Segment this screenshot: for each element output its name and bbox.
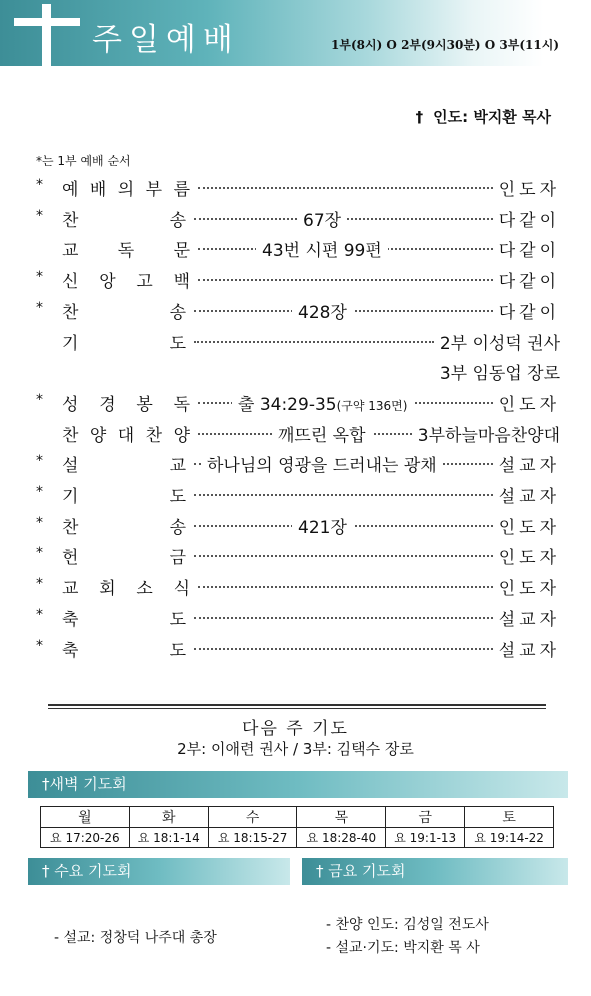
cross-icon-bar xyxy=(14,18,80,26)
order-item-char: 도 xyxy=(169,640,186,661)
order-item-char: 금 xyxy=(169,548,186,569)
order-item-char: 송 xyxy=(169,210,186,231)
order-item-char: 봉 xyxy=(136,394,153,415)
order-item-name xyxy=(62,298,186,323)
order-item-name xyxy=(62,267,190,292)
order-row xyxy=(36,206,560,230)
order-row xyxy=(36,298,560,322)
dot-leader xyxy=(194,494,493,496)
reading-cell: 요 17:20-26 xyxy=(41,828,130,848)
order-item-name xyxy=(62,482,186,507)
dawn-prayer-title: †새벽 기도회 xyxy=(42,775,127,793)
order-item-detail-text: 깨뜨린 옥합 xyxy=(278,425,366,446)
order-item-char: 회 xyxy=(99,579,116,600)
order-item-char: 경 xyxy=(99,394,116,415)
order-row xyxy=(36,421,560,445)
day-cell: 화 xyxy=(129,807,208,828)
order-row xyxy=(36,636,560,660)
order-item-detail-text: 출 34:29-35 xyxy=(238,394,337,415)
order-row xyxy=(36,482,560,506)
order-item-char: 배 xyxy=(89,180,107,200)
order-item-char: 앙 xyxy=(99,272,116,293)
order-item-detail xyxy=(297,206,347,231)
order-item-detail-text: 428장 xyxy=(298,302,347,323)
required-marker: * xyxy=(36,484,43,500)
worship-leader-text: 인도: 박지환 목사 xyxy=(433,108,551,126)
cross-icon xyxy=(42,4,51,70)
order-item-char: 찬 xyxy=(62,210,79,231)
required-marker: * xyxy=(36,391,43,408)
worship-leader xyxy=(416,106,551,127)
order-item-char: 찬 xyxy=(62,517,79,538)
order-item-leader: 다같이 xyxy=(495,298,560,323)
order-item-detail-text: 43번 시편 99편 xyxy=(262,241,382,262)
order-item-char: 소 xyxy=(136,579,153,600)
order-item-char: 성 xyxy=(62,394,79,415)
day-cell: 토 xyxy=(465,807,554,828)
wednesday-prayer-title: † 수요 기도회 xyxy=(42,862,132,880)
table-row xyxy=(41,828,554,848)
required-marker: * xyxy=(36,606,43,623)
order-item-name xyxy=(62,543,186,568)
required-marker: * xyxy=(36,177,43,193)
day-cell: 목 xyxy=(297,807,386,828)
day-cell: 월 xyxy=(41,807,130,828)
order-row xyxy=(36,390,560,414)
required-marker: * xyxy=(36,299,43,316)
reading-cell: 요 19:1-13 xyxy=(386,828,465,848)
service-times: 1부(8시) O 2부(9시30분) O 3부(11시) xyxy=(331,38,559,52)
order-item-char: 양 xyxy=(89,425,107,446)
order-item-name xyxy=(62,421,190,446)
order-item-leader: 3부하늘마음찬양대 xyxy=(414,421,560,446)
friday-prayer-title: † 금요 기도회 xyxy=(316,862,406,880)
required-marker: * xyxy=(36,576,43,593)
order-item-leader: 설교자 xyxy=(495,451,560,476)
order-item-char: 교 xyxy=(62,579,79,600)
order-row xyxy=(36,605,560,629)
friday-prayer-header xyxy=(302,858,568,885)
order-item-name xyxy=(62,236,190,261)
list-item: - 찬양 인도: 김성일 전도사 xyxy=(326,917,489,933)
order-item-leader: 다같이 xyxy=(495,236,560,261)
order-row xyxy=(36,236,560,260)
order-item-char: 기 xyxy=(62,333,79,354)
order-item-name xyxy=(62,206,186,231)
order-item-char: 송 xyxy=(169,517,186,538)
dot-leader xyxy=(194,555,493,557)
order-item-leader: 인도자 xyxy=(495,574,560,599)
order-item-name xyxy=(62,329,186,354)
order-row xyxy=(36,359,560,383)
order-item-char: 축 xyxy=(62,609,79,630)
order-item-char: 설 xyxy=(62,456,79,477)
order-item-leader: 설교자 xyxy=(495,482,560,507)
order-item-name xyxy=(62,513,186,538)
order-item-char: 의 xyxy=(117,180,135,200)
dot-leader xyxy=(198,586,493,588)
order-item-detail xyxy=(272,421,372,446)
order-item-leader: 다같이 xyxy=(495,267,560,292)
reading-cell: 요 19:14-22 xyxy=(465,828,554,848)
order-item-char: 대 xyxy=(117,425,135,446)
dot-leader xyxy=(198,187,493,189)
order-item-char: 름 xyxy=(173,180,190,200)
list-item: - 설교·기도: 박지환 목 사 xyxy=(326,940,480,956)
order-item-char: 교 xyxy=(169,456,186,477)
dot-leader xyxy=(194,648,493,650)
order-item-char: 독 xyxy=(117,241,135,262)
order-item-char: 백 xyxy=(173,272,190,293)
order-item-char: 문 xyxy=(173,241,190,262)
reading-cell: 요 18:1-14 xyxy=(129,828,208,848)
order-item-char: 신 xyxy=(62,272,79,293)
order-item-leader: 인도자 xyxy=(495,543,560,568)
dawn-prayer-header xyxy=(28,771,568,798)
order-row xyxy=(36,267,560,291)
order-item-char: 부 xyxy=(145,180,163,200)
order-item-leader: 인도자 xyxy=(495,513,560,538)
table-row xyxy=(41,807,554,828)
order-item-char: 식 xyxy=(173,579,190,600)
dawn-prayer-table xyxy=(40,806,554,848)
required-marker: * xyxy=(36,545,43,562)
order-item-detail-note: (구약 136면) xyxy=(336,398,408,413)
order-item-char: 송 xyxy=(169,302,186,323)
order-item-char: 양 xyxy=(173,425,190,446)
order-row xyxy=(36,543,560,567)
order-item-detail xyxy=(292,298,353,323)
order-item-char: 도 xyxy=(169,609,186,630)
day-cell: 금 xyxy=(386,807,465,828)
order-item-detail xyxy=(201,451,443,476)
required-marker: * xyxy=(36,269,43,286)
order-item-leader: 2부 이성덕 권사 xyxy=(436,329,560,354)
divider xyxy=(48,704,546,706)
order-item-leader: 설교자 xyxy=(495,636,560,661)
order-item-char: 예 xyxy=(62,180,79,200)
day-cell: 수 xyxy=(208,807,297,828)
order-row xyxy=(36,175,560,199)
next-week-title: 다음 주 기도 xyxy=(242,719,349,739)
order-item-leader: 인도자 xyxy=(495,175,560,200)
header-banner xyxy=(0,0,591,66)
required-marker: * xyxy=(36,207,43,224)
order-item-name xyxy=(62,390,190,415)
next-week-prayer: 2부: 이애련 권사 / 3부: 김택수 장로 xyxy=(177,740,414,758)
order-item-char: 교 xyxy=(62,241,79,262)
order-item-leader: 설교자 xyxy=(495,605,560,630)
order-item-name xyxy=(62,574,190,599)
order-item-name xyxy=(62,605,186,630)
dot-leader xyxy=(194,341,434,343)
reading-cell: 요 18:28-40 xyxy=(297,828,386,848)
required-marker: * xyxy=(36,637,43,654)
order-item-char: 헌 xyxy=(62,548,79,569)
wednesday-prayer-header xyxy=(28,858,290,885)
page-title: 주일예배 xyxy=(92,22,240,58)
dot-leader xyxy=(198,279,493,281)
order-item-detail-text: 67장 xyxy=(303,210,342,231)
divider xyxy=(48,708,546,709)
order-row xyxy=(36,329,560,353)
order-item-leader: 다같이 xyxy=(495,206,560,231)
dot-leader xyxy=(194,617,493,619)
order-item-char: 찬 xyxy=(62,425,79,446)
required-marker: * xyxy=(36,514,43,531)
order-item-detail-text: 하나님의 영광을 드러내는 광채 xyxy=(207,456,437,477)
order-item-char: 도 xyxy=(169,333,186,354)
order-item-detail-text: 421장 xyxy=(298,517,347,538)
order-item-char: 축 xyxy=(62,640,79,661)
order-item-detail xyxy=(232,390,413,415)
order-item-name xyxy=(62,636,186,661)
order-item-name xyxy=(62,175,190,200)
order-item-detail xyxy=(256,236,388,261)
required-marker: * xyxy=(36,453,43,470)
reading-cell: 요 18:15-27 xyxy=(208,828,297,848)
order-row xyxy=(36,574,560,598)
order-item-char: 기 xyxy=(62,487,79,507)
order-row xyxy=(36,513,560,537)
order-item-char: 고 xyxy=(136,272,153,293)
list-item: - 설교: 정창덕 나주대 총장 xyxy=(54,930,217,946)
order-note: *는 1부 예배 순서 xyxy=(36,154,131,168)
order-row xyxy=(36,451,560,475)
order-item-char: 찬 xyxy=(62,302,79,323)
order-item-leader: 인도자 xyxy=(495,390,560,415)
order-item-char: 찬 xyxy=(145,425,163,446)
dagger-icon: † xyxy=(415,108,424,126)
order-item-name xyxy=(62,451,186,476)
order-item-char: 도 xyxy=(169,487,186,507)
order-item-leader: 3부 임동업 장로 xyxy=(436,359,560,384)
order-item-detail xyxy=(292,513,353,538)
order-item-char: 독 xyxy=(173,394,190,415)
